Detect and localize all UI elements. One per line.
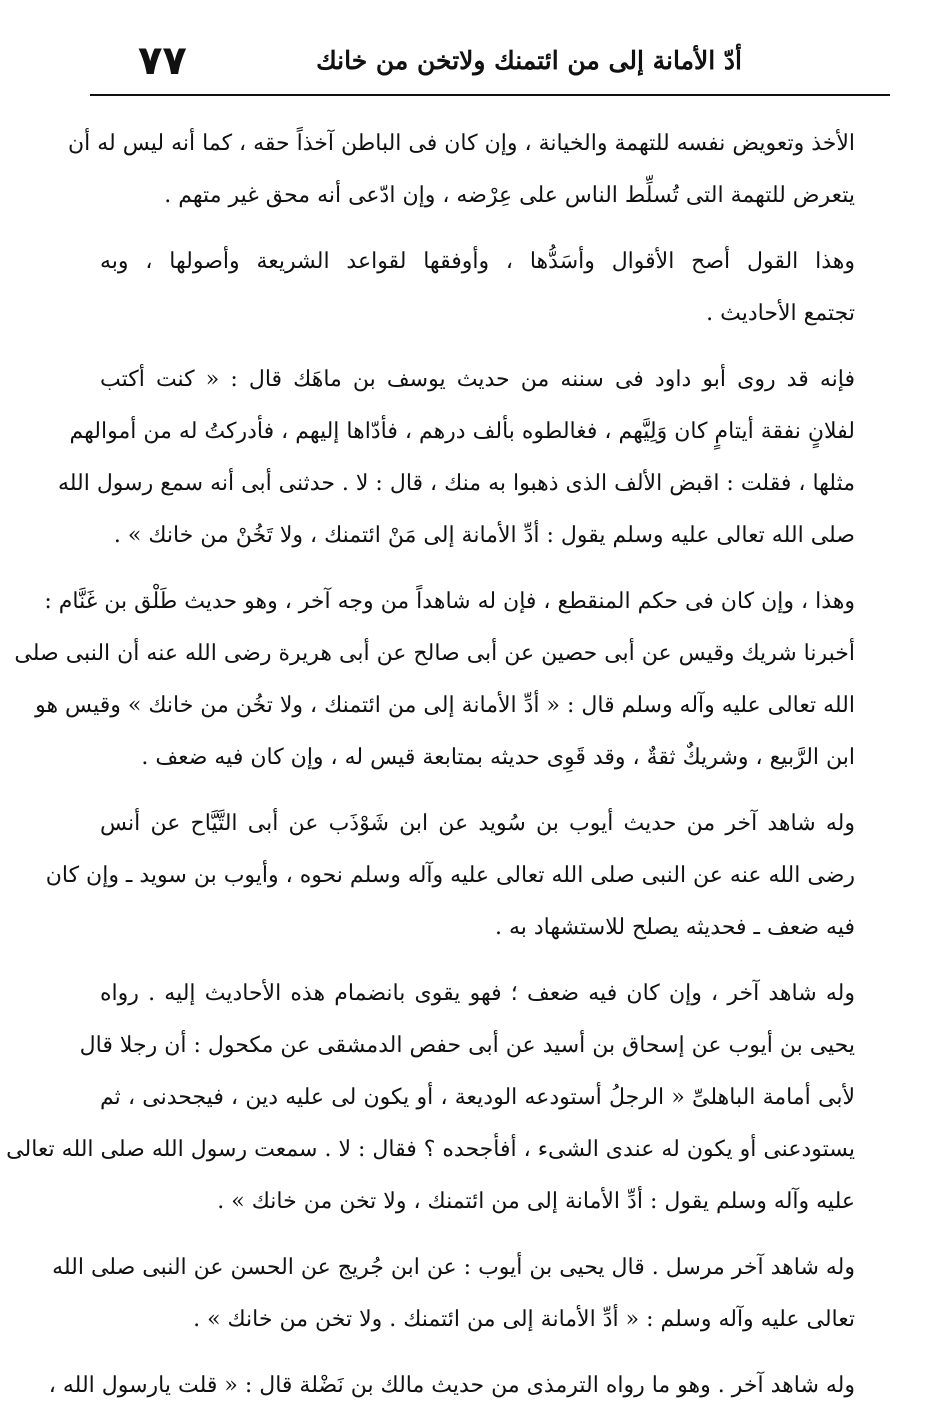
text-line: يستودعنى أو يكون له عندى الشىء ، أفأجحده ؟ فقال : لا . سمعت رسول الله صلى الله تعالى	[6, 1137, 855, 1162]
paragraph	[57, 354, 855, 562]
text-line: الأخذ وتعويض نفسه للتهمة والخيانة ، وإن كان فى الباطن آخذاً حقه ، كما أنه ليس له أن	[67, 131, 855, 156]
text-line: وله شاهد آخر . وهو ما رواه الترمذى من حديث مالك بن نَضْلة قال : « قلت يارسول الله ،	[48, 1373, 855, 1398]
text-line: وهذا ، وإن كان فى حكم المنقطع ، فإن له شاهداً من وجه آخر ، وهو حديث طَلْق بن غَنَّام :	[44, 589, 855, 614]
paragraph	[52, 1242, 855, 1346]
text-line: ابن الرَّبيع ، وشريكٌ ثقةٌ ، وقد قَوِى حديثه بمتابعة قيس له ، وإن كان فيه ضعف .	[141, 745, 855, 770]
text-line: رضى الله عنه عن النبى صلى الله تعالى عليه وآله وسلم نحوه ، وأيوب بن سويد ـ وإن كان	[45, 863, 855, 888]
text-line: وله شاهد آخر ، وإن كان فيه ضعف ؛ فهو يقوى بانضمام هذه الأحاديث إليه . رواه	[100, 981, 855, 1006]
text-line: لأبى أمامة الباهلىِّ « الرجلُ أستودعه الوديعة ، أو يكون لى عليه دين ، فيجحدنى ، ثم	[100, 1085, 855, 1110]
body-text	[6, 118, 855, 1426]
running-title: أدّ الأمانة إلى من ائتمنك ولاتخن من خانك	[316, 46, 742, 75]
text-line: فإنه قد روى أبو داود فى سننه من حديث يوسف بن ماهَك قال : « كنت أكتب	[100, 367, 855, 392]
text-line: الله تعالى عليه وآله وسلم قال : « أدِّ الأمانة إلى من ائتمنك ، ولا تخُن من خانك » وقيس هو	[35, 693, 855, 718]
paragraph	[100, 236, 855, 340]
text-line: يتعرض للتهمة التى تُسلِّط الناس على عِرْضه ، وإن ادّعى أنه محق غير متهم .	[164, 183, 855, 208]
text-line: تجتمع الأحاديث .	[706, 301, 855, 326]
paragraph	[48, 1360, 855, 1412]
page-number: ٧٧	[138, 38, 187, 84]
text-line: عليه وآله وسلم يقول : أدِّ الأمانة إلى من ائتمنك ، ولا تخن من خانك » .	[217, 1189, 855, 1214]
text-line: تعالى عليه وآله وسلم : « أدِّ الأمانة إلى من ائتمنك . ولا تخن من خانك » .	[193, 1307, 855, 1332]
header-rule	[90, 94, 890, 96]
text-line: وله شاهد آخر مرسل . قال يحيى بن أيوب : عن ابن جُريج عن الحسن عن النبى صلى الله	[52, 1255, 855, 1280]
paragraph	[45, 798, 855, 954]
text-line: أخبرنا شريك وقيس عن أبى حصين عن أبى صالح عن أبى هريرة رضى الله عنه أن النبى صلى	[14, 641, 855, 666]
text-line: مثلها ، فقلت : اقبض الألف الذى ذهبوا به منك ، قال : لا . حدثنى أبى أنه سمع رسول الله	[57, 471, 855, 496]
page-header	[90, 38, 890, 96]
text-line: فيه ضعف ـ فحديثه يصلح للاستشهاد به .	[494, 915, 855, 940]
text-line: صلى الله تعالى عليه وسلم يقول : أدِّ الأمانة إلى مَنْ ائتمنك ، ولا تَخُنْ من خانك » .	[113, 523, 855, 548]
text-line: وله شاهد آخر من حديث أيوب بن سُويد عن ابن شَوْذَب عن أبى التَّيَّاح عن أنس	[100, 811, 855, 836]
text-line: يحيى بن أيوب عن إسحاق بن أسيد عن أبى حفص الدمشقى عن مكحول : أن رجلا قال	[79, 1033, 855, 1058]
paragraph	[67, 118, 855, 222]
text-line: لفلانٍ نفقة أيتامٍ كان وَلِيَّهم ، فغالطوه بألف درهم ، فأدّاها إليهم ، فأدركتُ له من أموالهم	[69, 419, 855, 444]
paragraph	[6, 968, 855, 1228]
paragraph	[14, 576, 855, 784]
text-line: وهذا القول أصح الأقوال وأسَدُّها ، وأوفقها لقواعد الشريعة وأصولها ، وبه	[100, 249, 855, 274]
